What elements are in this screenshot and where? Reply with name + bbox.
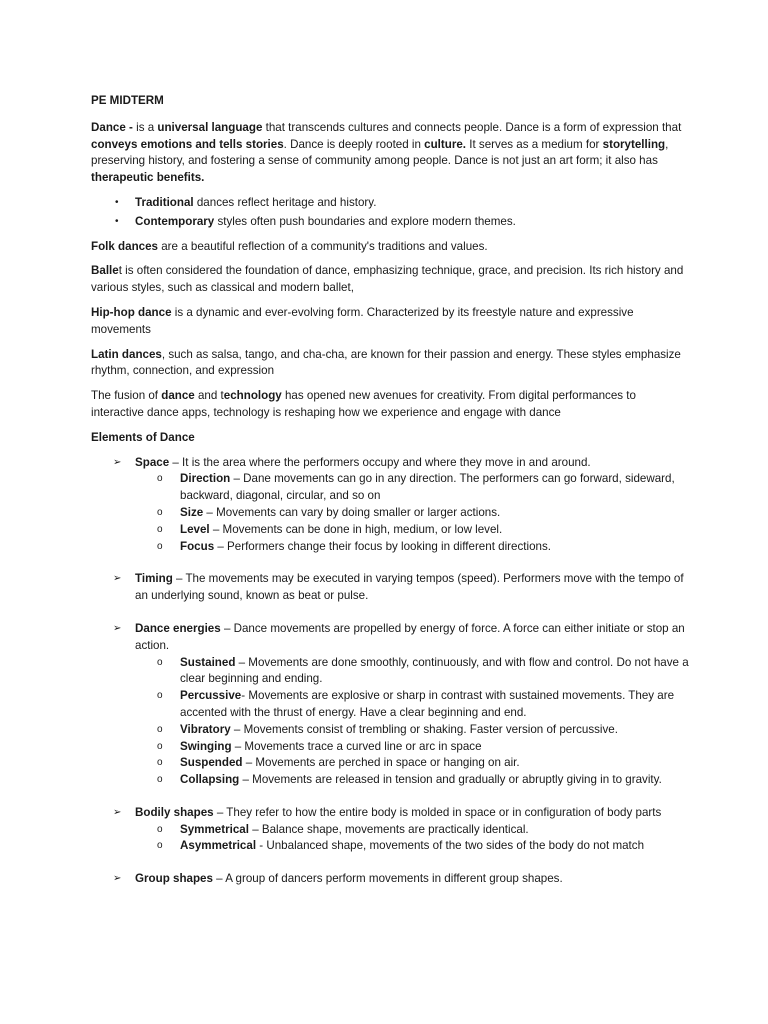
sub-item-focus: o Focus – Performers change their focus by looking in different directions. [135, 539, 691, 556]
sub-item-suspended: o Suspended – Movements are perched in space or hanging on air. [135, 755, 691, 772]
circle-bullet-icon: o [157, 506, 163, 518]
sub-item-vibratory: o Vibratory – Movements consist of trembling or shaking. Faster version of percussive. [135, 722, 691, 739]
elements-heading: Elements of Dance [91, 430, 195, 444]
document-title: PE MIDTERM [91, 94, 164, 107]
circle-bullet-icon: o [157, 656, 163, 668]
circle-bullet-icon: o [157, 690, 163, 702]
circle-bullet-icon: o [157, 823, 163, 835]
circle-bullet-icon: o [157, 540, 163, 552]
folk-paragraph: Folk dances are a beautiful reflection of a community's traditions and values. [91, 239, 488, 253]
list-item-traditional: • Traditional dances reflect heritage and history. [91, 195, 691, 212]
sub-item-sustained: o Sustained – Movements are done smoothly, continuously, and with flow and control. Do not have a clear beginning and ending. [157, 655, 689, 686]
sub-list [135, 822, 691, 856]
bullet-icon: • [115, 196, 119, 208]
sub-item-collapsing: o Collapsing – Movements are released in tension and gradually or abruptly giving in to gravity. [135, 772, 691, 789]
element-timing: ➢ Timing – The movements may be executed in varying tempos (speed). Performers move with the tempo of an underlying sound, known as beat or pulse. [113, 572, 684, 603]
document-body [91, 93, 691, 904]
arrow-bullet-icon: ➢ [113, 456, 122, 468]
element-dance-energies: ➢ Dance energies – Dance movements are propelled by energy of force. A force can either initiate or stop an action. o Sustained – Movements are done smoothly, continuously, and with flow and control. Do not have a clear beginning and ending. o Percussive- Movements are explosive or sharp in contrast with sustained movements. They are accented with the thrust of energy. Have a clear beginning and end. o Vibratory – Movements consist of trembling or shaking. Faster version of percussive. o Swinging – Movements trace a curved line or arc in space o Suspended – Movements are perched in space or hanging on air. o Collapsing – Movements are released in tension and gradually or abruptly giving in to gravity. [91, 621, 691, 789]
sub-item-size: o Size – Movements can vary by doing smaller or larger actions. [135, 505, 691, 522]
hiphop-paragraph: Hip-hop dance is a dynamic and ever-evolving form. Characterized by its freestyle nature and expressive movements [91, 305, 634, 336]
circle-bullet-icon: o [157, 757, 163, 769]
element-group-shapes: ➢ Group shapes – A group of dancers perform movements in different group shapes. [91, 871, 691, 888]
arrow-bullet-icon: ➢ [113, 622, 122, 634]
circle-bullet-icon: o [157, 523, 163, 535]
circle-bullet-icon: o [157, 740, 163, 752]
sub-item-symmetrical: o Symmetrical – Balance shape, movements are practically identical. [135, 822, 691, 839]
ballet-paragraph: Ballet is often considered the foundation of dance, emphasizing technique, grace, and precision. Its rich history and various styles, such as classical and modern ballet, [91, 264, 684, 295]
sub-list [135, 471, 691, 555]
element-bodily-shapes: ➢ Bodily shapes – They refer to how the entire body is molded in space or in configuration of body parts o Symmetrical – Balance shape, movements are practically identical. o Asymmetrical - Unbalanced shape, movements of the two sides of the body do not match [91, 805, 691, 855]
bullet-icon: • [115, 215, 119, 227]
intro-term: Dance - [91, 120, 133, 134]
sub-item-percussive: o Percussive- Movements are explosive or sharp in contrast with sustained movements. They are accented with the thrust of energy. Have a clear beginning and end. [157, 689, 675, 719]
circle-bullet-icon: o [157, 774, 163, 786]
element-space: ➢ Space – It is the area where the performers occupy and where they move in and around. o Direction – Dane movements can go in any direction. The performers can go forward, sideward, backward, diagonal, circular, and so on o Size – Movements can vary by doing smaller or larger actions. o Level – Movements can be done in high, medium, or low level. o Focus – Performers change their focus by looking in different directions. [91, 455, 691, 556]
arrow-bullet-icon: ➢ [113, 873, 122, 885]
sub-item-asymmetrical: o Asymmetrical - Unbalanced shape, movements of the two sides of the body do not match [135, 838, 691, 855]
latin-paragraph: Latin dances, such as salsa, tango, and cha-cha, are known for their passion and energy. These styles emphasize rhythm, connection, and expression [91, 347, 681, 378]
dance-type-list [91, 195, 691, 231]
sub-item-level: o Level – Movements can be done in high, medium, or low level. [135, 522, 691, 539]
circle-bullet-icon: o [157, 473, 163, 485]
elements-list [91, 455, 691, 889]
circle-bullet-icon: o [157, 723, 163, 735]
arrow-bullet-icon: ➢ [113, 806, 122, 818]
sub-list [135, 655, 691, 789]
sub-item-swinging: o Swinging – Movements trace a curved line or arc in space [135, 739, 691, 756]
arrow-bullet-icon: ➢ [113, 573, 122, 585]
intro-paragraph: Dance - is a universal language that transcends cultures and connects people. Dance is a form of expression that conveys emotions and tells stories. Dance is deeply rooted in culture. It serves as a medium for storytelling, preserving history, and fostering a sense of community among people. Dance is not just an art form; it also has therapeutic benefits. [91, 120, 682, 185]
fusion-paragraph: The fusion of dance and technology has opened new avenues for creativity. From digital performances to interactive dance apps, technology is reshaping how we experience and engage with dance [91, 389, 636, 419]
sub-item-direction: o Direction – Dane movements can go in any direction. The performers can go forward, sideward, backward, diagonal, circular, and so on [157, 472, 675, 503]
circle-bullet-icon: o [157, 840, 163, 852]
list-item-contemporary: • Contemporary styles often push boundaries and explore modern themes. [91, 214, 691, 231]
